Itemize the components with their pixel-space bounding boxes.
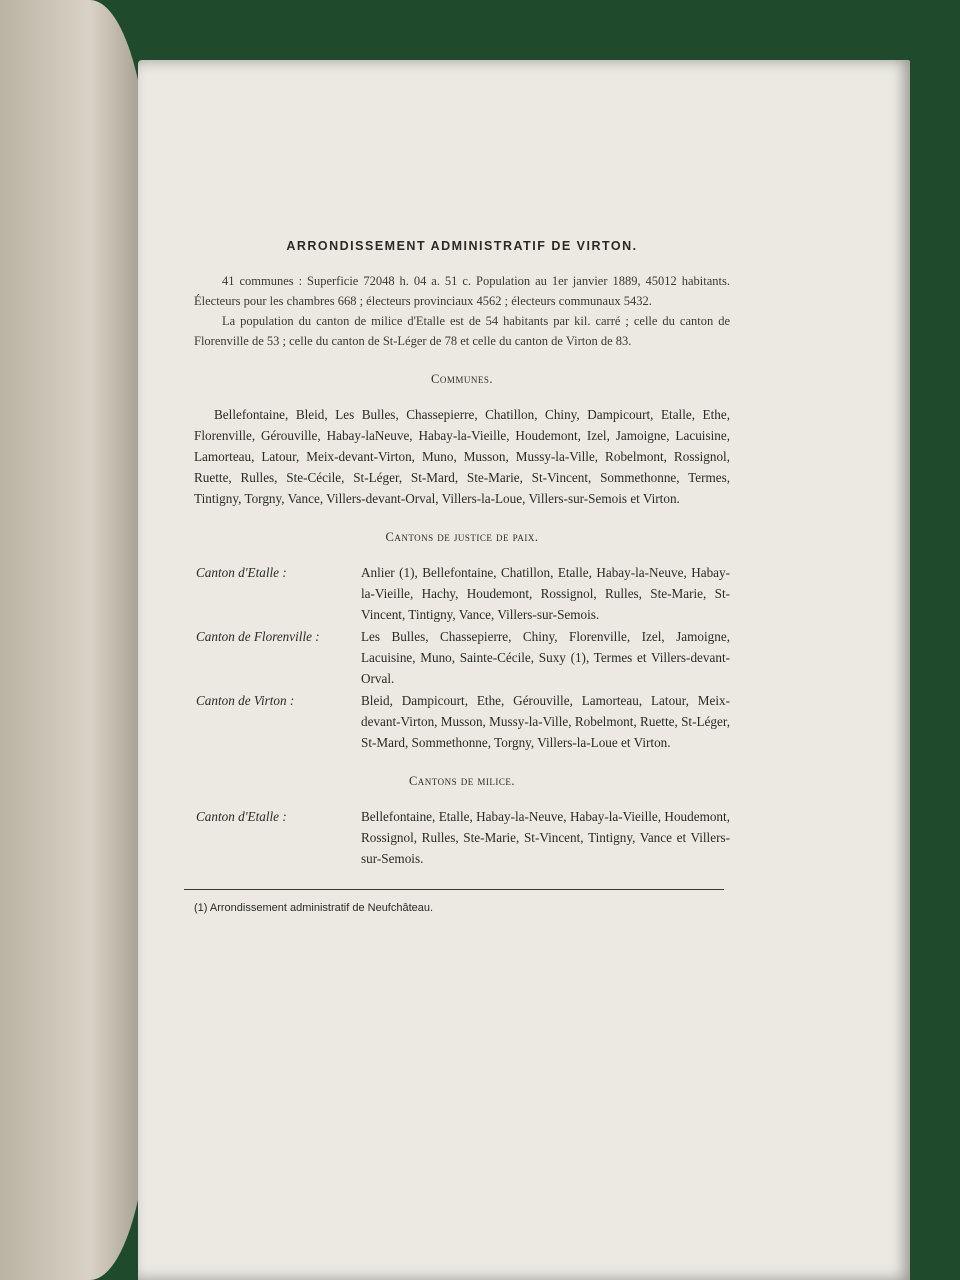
canton-communes: Bellefontaine, Etalle, Habay-la-Neuve, Habay-la-Vieille, Houdemont, Rossignol, Rulles, Ste-Marie, St-Vincent, Tintigny, Vance et Villers-sur-Semois. [361,809,730,866]
canton-label: Canton de Virton : [196,693,295,708]
footnote: (1) Arrondissement administratif de Neufchâteau. [194,902,434,914]
footnote-rule [184,889,724,890]
canton-label: Canton d'Etalle : [196,565,287,580]
page-title: ARRONDISSEMENT ADMINISTRATIF DE VIRTON. [286,239,638,253]
justice-heading: Cantons de justice de paix. [385,530,539,544]
facing-page-edge [0,0,150,1280]
book-page [138,60,910,1280]
milice-canton-etalle [194,806,730,869]
canton-communes: Bleid, Dampicourt, Ethe, Gérouville, Lamorteau, Latour, Meix-devant-Virton, Musson, Mussy-la-Ville, Robelmont, Ruette, St-Léger, St-Mard, Sommethonne, Torgny, Villers-la-Loue et Virton. [361,693,730,750]
justice-canton-virton [194,690,730,753]
communes-list: Bellefontaine, Bleid, Les Bulles, Chassepierre, Chatillon, Chiny, Dampicourt, Etalle, Ethe, Florenville, Gérouville, Habay-laNeuve, Habay-la-Vieille, Houdemont, Izel, Jamoigne, Lacuisine, Lamorteau, Latour, Meix-devant-Virton, Muno, Musson, Mussy-la-Ville, Robelmont, Rossignol, Ruette, Rulles, Ste-Cécile, St-Léger, St-Mard, Ste-Marie, St-Vincent, Sommethonne, Termes, Tintigny, Torgny, Vance, Villers-devant-Orval, Villers-la-Loue, Villers-sur-Semois et Virton. [194,407,730,506]
intro-paragraph-2: La population du canton de milice d'Etalle est de 54 habitants par kil. carré ; celle du canton de Florenville de 53 ; celle du canton de St-Léger de 78 et celle du canton de Virton de 83. [194,314,730,348]
intro-paragraph-1: 41 communes : Superficie 72048 h. 04 a. 51 c. Population au 1er janvier 1889, 45012 habitants. Électeurs pour les chambres 668 ; électeurs provinciaux 4562 ; électeurs communaux 5432. [194,274,730,308]
canton-communes: Anlier (1), Bellefontaine, Chatillon, Etalle, Habay-la-Neuve, Habay-la-Vieille, Hachy, Houdemont, Rossignol, Rulles, Ste-Marie, St-Vincent, Tintigny, Vance, Villers-sur-Semois. [361,565,730,622]
justice-canton-florenville [194,626,730,689]
milice-heading: Cantons de milice. [408,774,516,788]
canton-communes: Les Bulles, Chassepierre, Chiny, Florenville, Izel, Jamoigne, Lacuisine, Muno, Sainte-Cécile, Suxy (1), Termes et Villers-devant-Orval. [361,629,730,686]
canton-label: Canton d'Etalle : [196,809,287,824]
communes-heading: Communes. [431,372,493,386]
page-content [194,236,730,919]
justice-canton-etalle [194,562,730,625]
canton-label: Canton de Florenville : [196,629,320,644]
